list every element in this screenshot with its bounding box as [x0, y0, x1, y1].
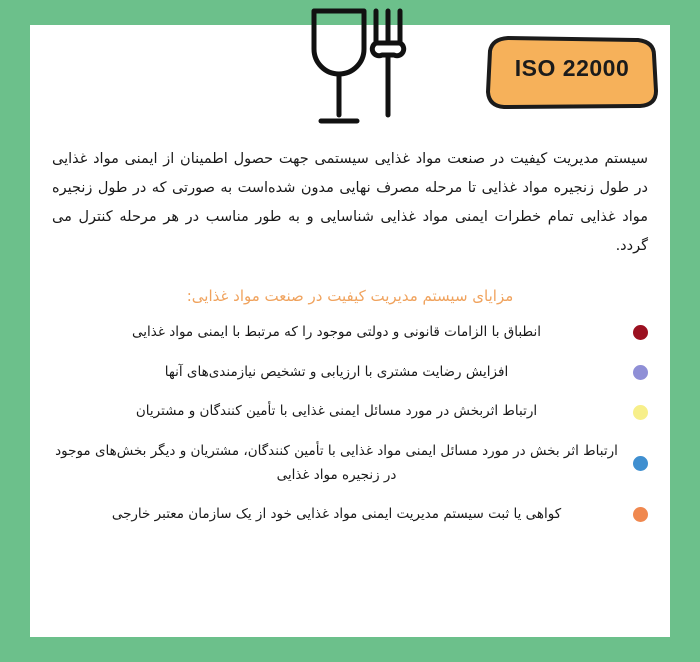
list-item: [52, 361, 648, 385]
document-header: [30, 25, 670, 145]
bullet-icon: [633, 405, 648, 420]
bullet-icon: [633, 507, 648, 522]
wine-glass-and-fork-icon: [290, 3, 410, 125]
list-item: [52, 503, 648, 527]
list-item: [52, 321, 648, 345]
bullet-icon: [633, 325, 648, 340]
iso-standard-badge: [482, 33, 662, 113]
document-page: [30, 25, 670, 637]
bullet-icon: [633, 365, 648, 380]
benefit-text: انطباق با الزامات قانونی و دولتی موجود را که مرتبط با ایمنی مواد غذایی: [132, 324, 541, 340]
benefits-list: [30, 321, 670, 527]
intro-paragraph: سیستم مدیریت کیفیت در صنعت مواد غذایی سیستمی جهت حصول اطمینان از ایمنی مواد غذایی در طول زنجیره مواد غذایی تا مرحله مصرف نهایی مدون شده‌است به صورتی که در طول زنجیره مواد غذایی تمام خطرات ایمنی مواد غذایی شناسایی و به طور مناسب در هر مرحله کنترل می گردد.: [52, 151, 648, 254]
benefit-text: افزایش رضایت مشتری با ارزیابی و تشخیص نیازمندی‌های آنها: [164, 363, 509, 380]
list-item: [52, 440, 648, 487]
bullet-icon: [633, 456, 648, 471]
benefit-text: ارتباط اثر بخش در مورد مسائل ایمنی مواد غذایی با تأمین کنندگان، مشتریان و دیگر بخش‌های موجود در زنجیره مواد غذایی: [55, 442, 618, 483]
list-item: [52, 400, 648, 424]
benefit-text: کواهی یا ثبت سیستم مدیریت ایمنی مواد غذایی خود از یک سازمان معتبر خارجی: [111, 506, 562, 523]
iso-badge-label: ISO 22000: [514, 55, 630, 81]
benefits-section-title: مزایای سیستم مدیریت کیفیت در صنعت مواد غذایی:: [186, 287, 514, 305]
benefit-text: ارتباط اثربخش در مورد مسائل ایمنی غذایی با تأمین کنندگان و مشتریان: [135, 403, 538, 420]
